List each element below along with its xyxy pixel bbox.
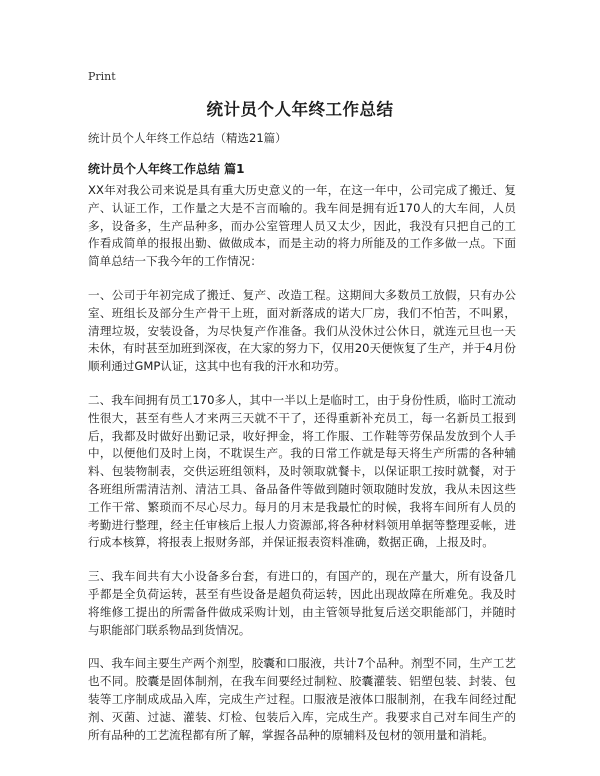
paragraph-2: 二、我车间拥有员工170多人，其中一半以上是临时工，由于身份性质，临时工流动性很大，甚至有些人才来两三天就不干了，还得重新补充员工，每一名新员工报到后，我都及时做好出勤记录，收好押金，将工作服、工作鞋等劳保品发放到个人手中，以便他们及时上岗，不耽误生产。我的日常工作就是每天将生产所需的各种辅料、包装物制表，交供运班组领料，及时领取就餐卡，以保证职工按时就餐，对于各班组所需清洁剂、清洁工具、备品备件等做到随时领取随时发放，我从未因这些工作干常、繁琐而不尽心尽力。每月的月末是我最忙的时候，我将车间所有人员的考勤进行整理，经主任审核后上报人力资源部,将各种材料领用单据等整理妥帐，进行成本核算，将报表上报财务部，并保证报表资料准确，数据正确，上报及时。	[88, 392, 516, 550]
paragraph-1: 一、公司于年初完成了搬迁、复产、改造工程。这期间大多数员工放假，只有办公室、班组长及部分生产骨干上班，面对新落成的诺大厂房，我们不怕苦，不叫累，清理垃圾，安装设备，为尽快复产作准备。我们从没休过公休日，就连元旦也一天未休，有时甚至加班到深夜，在大家的努力下，仅用20天便恢复了生产，并于4月份顺利通过GMP认证，这其中也有我的汗水和功劳。	[88, 287, 516, 374]
print-link[interactable]: Print	[88, 70, 116, 83]
paragraph-intro: XX年对我公司来说是具有重大历史意义的一年，在这一年中，公司完成了搬迁、复产、认证工作，工作量之大是不言而喻的。我车间是拥有近170人的大车间，人员多，设备多，生产品种多，而办公室管理人员又太少，因此，我没有只把自己的工作看成简单的报报出勤、做做成本，而是主动的将力所能及的工作多做一点。下面简单总结一下我今年的工作情况：	[88, 183, 516, 269]
document-body	[88, 182, 516, 760]
section-heading: 统计员个人年终工作总结 篇1	[88, 162, 245, 176]
document-subtitle: 统计员个人年终工作总结（精选21篇）	[88, 131, 287, 145]
page-title: 统计员个人年终工作总结	[206, 100, 394, 119]
paragraph-4: 四、我车间主要生产两个剂型，胶囊和口服液，共计7个品种。剂型不同，生产工艺也不同。胶囊是固体制剂，在我车间要经过制粒、胶囊灌装、铝塑包装、封装、包装等工序制成成品入库，完成生产过程。口服液是液体口服制剂，在我车间经过配剂、灭菌、过滤、灌装、灯检、包装后入库，完成生产。我要求自己对车间生产的所有品种的工艺流程都有所了解，掌握各品种的原辅料及包材的领用量和消耗。	[88, 656, 516, 742]
paragraph-3: 三、我车间共有大小设备多台套，有进口的，有国产的，现在产量大，所有设备几乎都是全负荷运转，甚至有些设备是超负荷运转，因此出现故障在所难免。我及时将维修工提出的所需备件做成采购计划，由主管领导批复后送交职能部门，并随时与职能部门联系物品到货情况。	[88, 569, 516, 637]
